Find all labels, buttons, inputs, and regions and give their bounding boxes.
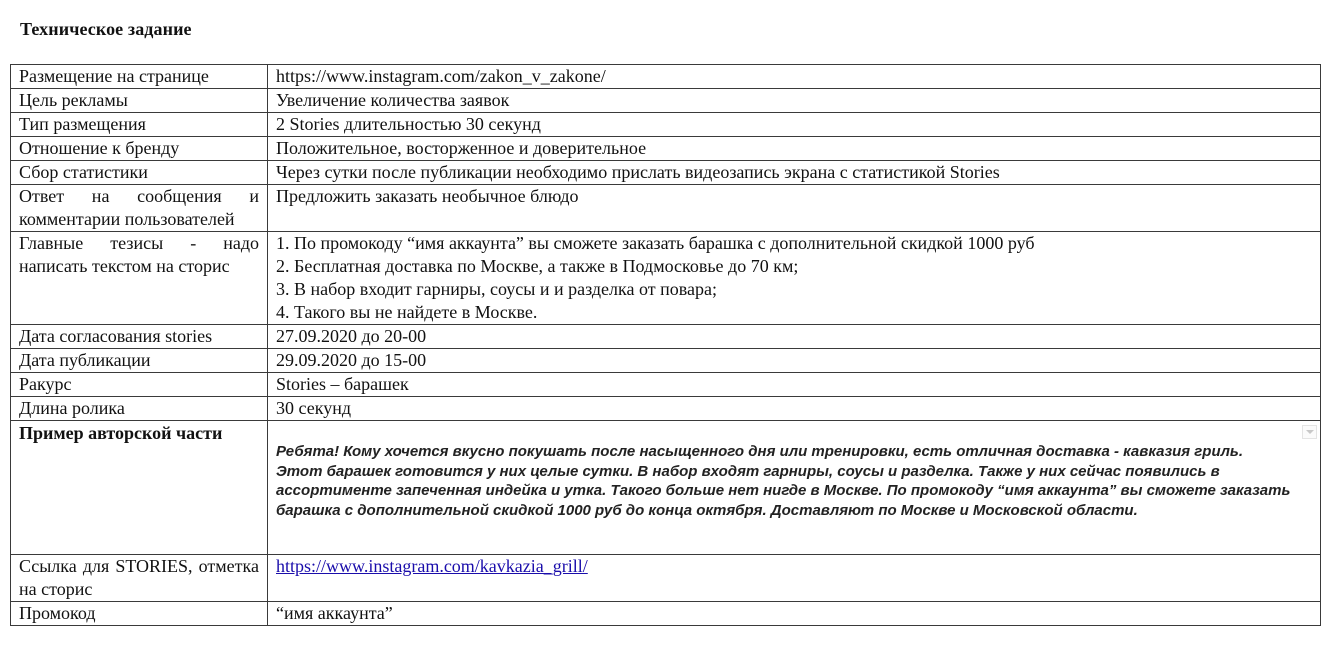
row-value-brand-attitude: Положительное, восторженное и доверительное (268, 137, 1321, 161)
row-key-publication-date: Дата публикации (11, 349, 268, 373)
row-key-stories-link: Ссылка для STORIES, отметка на сторис (11, 555, 268, 602)
table-row (11, 113, 1321, 137)
row-key-promo-code: Промокод (11, 602, 268, 626)
row-key-angle: Ракурс (11, 373, 268, 397)
table-row (11, 137, 1321, 161)
row-value-replies: Предложить заказать необычное блюдо (268, 185, 1321, 232)
row-value-publication-date: 29.09.2020 до 15-00 (268, 349, 1321, 373)
row-value-type: 2 Stories длительностью 30 секунд (268, 113, 1321, 137)
row-key-approval-date: Дата согласования stories (11, 325, 268, 349)
table-row (11, 232, 1321, 325)
row-value-placement: https://www.instagram.com/zakon_v_zakone/ (268, 65, 1321, 89)
table-row (11, 602, 1321, 626)
row-key-type: Тип размещения (11, 113, 268, 137)
row-value-goal: Увеличение количества заявок (268, 89, 1321, 113)
row-key-brand-attitude: Отношение к бренду (11, 137, 268, 161)
row-value-approval-date: 27.09.2020 до 20-00 (268, 325, 1321, 349)
row-key-placement: Размещение на странице (11, 65, 268, 89)
thesis-item: 1. По промокоду “имя аккаунта” вы сможете заказать барашка с дополнительной скидкой 1000 руб (276, 233, 1035, 253)
dropdown-arrow-icon[interactable] (1302, 425, 1317, 439)
row-key-statistics: Сбор статистики (11, 161, 268, 185)
row-value-statistics: Через сутки после публикации необходимо прислать видеозапись экрана с статистикой Stories (268, 161, 1321, 185)
table-row (11, 325, 1321, 349)
row-key-video-length: Длина ролика (11, 397, 268, 421)
table-row (11, 65, 1321, 89)
stories-link[interactable]: https://www.instagram.com/kavkazia_grill/ (276, 556, 588, 576)
author-example-text: Ребята! Кому хочется вкусно покушать после насыщенного дня или тренировки, есть отличная доставка - кавказия гриль. Этот барашек готовится у них целые сутки. В набор входят гарниры, соусы и разделка. Также у них сейчас появились в ассортименте запеченная индейка и утка. Такого больше нет нигде в Москве. По промокоду “имя аккаунта” вы сможете заказать барашка с дополнительной скидкой 1000 руб до конца октября. Доставляют по Москве и Московской области. (276, 443, 1291, 519)
thesis-item: 3. В набор входит гарниры, соусы и и разделка от повара; (276, 279, 717, 299)
table-row (11, 555, 1321, 602)
thesis-item: 4. Такого вы не найдете в Москве. (276, 302, 538, 322)
row-key-goal: Цель рекламы (11, 89, 268, 113)
row-key-author-example: Пример авторской части (11, 421, 268, 555)
row-value-angle: Stories – барашек (268, 373, 1321, 397)
spec-table (10, 64, 1321, 626)
table-row (11, 89, 1321, 113)
table-row (11, 397, 1321, 421)
row-key-replies: Ответ на сообщения и комментарии пользователей (11, 185, 268, 232)
row-key-theses: Главные тезисы - надо написать текстом на сторис (11, 232, 268, 325)
table-row (11, 349, 1321, 373)
document-title: Техническое задание (20, 19, 192, 39)
row-value-stories-link (268, 555, 1321, 602)
table-row (11, 373, 1321, 397)
row-value-promo-code: “имя аккаунта” (268, 602, 1321, 626)
thesis-item: 2. Бесплатная доставка по Москве, а также в Подмосковье до 70 км; (276, 256, 799, 276)
table-row (11, 185, 1321, 232)
row-value-author-example (268, 421, 1321, 555)
row-value-theses (268, 232, 1321, 325)
row-value-video-length: 30 секунд (268, 397, 1321, 421)
table-row (11, 161, 1321, 185)
table-row (11, 421, 1321, 555)
